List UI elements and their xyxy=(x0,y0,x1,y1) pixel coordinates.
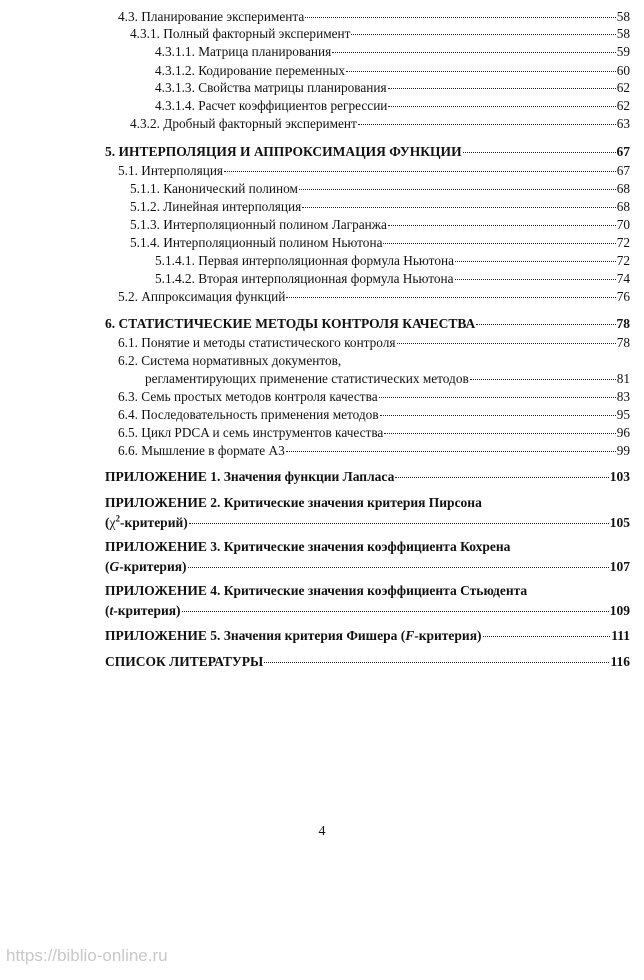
toc-page: 59 xyxy=(616,44,630,59)
watermark-url: https://biblio-online.ru xyxy=(6,946,168,965)
toc-page: 68 xyxy=(616,181,630,196)
toc-page: 105 xyxy=(609,515,630,530)
toc-title-continued: -критерия) xyxy=(414,628,482,643)
page-number: 4 xyxy=(318,824,326,839)
toc-entry-6-1[interactable] xyxy=(118,334,630,351)
toc-page: 107 xyxy=(609,559,630,574)
toc-entry-5-1-2[interactable] xyxy=(130,198,630,215)
dot-leader xyxy=(286,450,616,452)
superscript: 2 xyxy=(115,513,120,524)
toc-num: 6.5. xyxy=(118,425,138,440)
toc-entry-5-1-4-1[interactable] xyxy=(155,252,630,269)
toc-title: Полный факторный эксперимент xyxy=(163,26,351,41)
toc-title: ПРИЛОЖЕНИЕ 5. Значения критерия Фишера ( xyxy=(105,628,406,643)
toc-title: Мышление в формате А3 xyxy=(141,443,285,458)
toc-num: 5.1.3. xyxy=(130,217,160,232)
toc-entry-4-3-1-3[interactable] xyxy=(155,79,630,96)
dot-leader xyxy=(264,661,609,663)
toc-title: Матрица планирования xyxy=(198,44,332,59)
toc-entry-5-1[interactable] xyxy=(118,162,630,179)
toc-num: 5.1. xyxy=(118,163,138,178)
dot-leader xyxy=(182,610,609,612)
toc-page: 96 xyxy=(616,425,630,440)
toc-num: 5.1.1. xyxy=(130,181,160,196)
dot-leader xyxy=(384,432,615,434)
toc-title: Понятие и методы статистического контроля xyxy=(141,335,396,350)
toc-entry-4-3[interactable] xyxy=(118,8,630,25)
toc-num: 5.1.4.1. xyxy=(155,253,195,268)
toc-page: 76 xyxy=(616,289,630,304)
toc-page: 62 xyxy=(616,80,630,95)
toc-title: ПРИЛОЖЕНИЕ 2. Критические значения критерия Пирсона xyxy=(105,495,482,510)
toc-num: 4.3. xyxy=(118,9,138,24)
dot-leader xyxy=(388,105,615,107)
toc-entry-5-1-4-2[interactable] xyxy=(155,270,630,287)
toc-entry-5-1-3[interactable] xyxy=(130,216,630,233)
dot-leader xyxy=(286,296,615,298)
toc-title: 5. ИНТЕРПОЛЯЦИЯ И АППРОКСИМАЦИЯ ФУНКЦИИ xyxy=(105,144,462,159)
toc-references[interactable] xyxy=(105,653,630,670)
toc-title: СПИСОК ЛИТЕРАТУРЫ xyxy=(105,654,264,669)
g-symbol: G xyxy=(109,559,120,574)
toc-num: 4.3.1.3. xyxy=(155,80,195,95)
toc-page: 70 xyxy=(616,217,630,232)
toc-entry-5-1-4[interactable] xyxy=(130,234,630,251)
toc-page: 60 xyxy=(616,63,630,78)
toc-title: Кодирование переменных xyxy=(198,63,346,78)
dot-leader xyxy=(388,224,616,226)
dot-leader xyxy=(351,33,615,35)
toc-page: 81 xyxy=(616,371,630,386)
toc-title: Интерполяционный полином Лагранжа xyxy=(163,217,387,232)
dot-leader xyxy=(388,87,616,89)
toc-title: Цикл PDCA и семь инструментов качества xyxy=(141,425,384,440)
toc-num: 6.3. xyxy=(118,389,138,404)
toc-title: Первая интерполяционная формула Ньютона xyxy=(198,253,454,268)
toc-appendix-2[interactable] xyxy=(105,494,630,531)
toc-page: 68 xyxy=(616,199,630,214)
dot-leader xyxy=(299,188,616,190)
toc-num: 4.3.1.1. xyxy=(155,44,195,59)
dot-leader xyxy=(483,635,611,637)
toc-entry-4-3-1-1[interactable] xyxy=(155,43,630,60)
dot-leader xyxy=(395,476,608,478)
dot-leader xyxy=(224,170,616,172)
toc-entry-6-6[interactable] xyxy=(118,442,630,459)
toc-num: 6.1. xyxy=(118,335,138,350)
toc-title: Аппроксимация функций xyxy=(141,289,286,304)
dot-leader xyxy=(358,123,616,125)
toc-num: 6.2. xyxy=(118,353,138,368)
dot-leader xyxy=(380,414,616,416)
dot-leader xyxy=(305,16,615,18)
dot-leader xyxy=(455,278,616,280)
dot-leader xyxy=(383,242,615,244)
toc-num: 5.2. xyxy=(118,289,138,304)
toc-entry-4-3-2[interactable] xyxy=(130,115,630,132)
toc-title: Вторая интерполяционная формула Ньютона xyxy=(198,271,454,286)
paren-open: ( xyxy=(105,603,110,618)
t-symbol: t xyxy=(109,603,114,618)
toc-entry-4-3-1[interactable] xyxy=(130,25,630,42)
toc-title: Линейная интерполяция xyxy=(163,199,302,214)
toc-page: 99 xyxy=(616,443,630,458)
dot-leader xyxy=(470,378,616,380)
toc-title: 6. СТАТИСТИЧЕСКИЕ МЕТОДЫ КОНТРОЛЯ КАЧЕСТВА xyxy=(105,316,476,331)
dot-leader xyxy=(463,151,616,153)
toc-title: Расчет коэффициентов регрессии xyxy=(198,98,388,113)
dot-leader xyxy=(397,342,616,344)
toc-title: Дробный факторный эксперимент xyxy=(163,116,357,131)
toc-title: ПРИЛОЖЕНИЕ 4. Критические значения коэффициента Стьюдента xyxy=(105,583,528,598)
toc-num: 4.3.2. xyxy=(130,116,160,131)
toc-page: 116 xyxy=(610,654,630,669)
toc-entry-6-3[interactable] xyxy=(118,388,630,405)
toc-title: ПРИЛОЖЕНИЕ 3. Критические значения коэффициента Кохрена xyxy=(105,539,511,554)
toc-title: Свойства матрицы планирования xyxy=(198,80,387,95)
toc-num: 5.1.4. xyxy=(130,235,160,250)
toc-title-continued: -критерия) xyxy=(113,603,181,618)
toc-page: 67 xyxy=(616,144,630,159)
toc-appendix-4[interactable] xyxy=(105,582,630,619)
toc-page: 62 xyxy=(616,98,630,113)
toc-page: 72 xyxy=(616,235,630,250)
toc-page: 95 xyxy=(616,407,630,422)
toc-page: 111 xyxy=(611,628,630,643)
paren-open: ( xyxy=(105,515,110,530)
toc-appendix-1[interactable] xyxy=(105,468,630,485)
chi-symbol: χ xyxy=(109,515,116,530)
toc-appendix-3[interactable] xyxy=(105,538,630,575)
toc-entry-6-2-line2[interactable] xyxy=(145,370,630,387)
dot-leader xyxy=(455,260,616,262)
toc-page: 78 xyxy=(616,316,630,331)
toc-entry-6-2-line1[interactable] xyxy=(118,352,341,369)
toc-num: 4.3.1. xyxy=(130,26,160,41)
toc-chapter-6[interactable] xyxy=(105,314,630,333)
toc-title: Планирование эксперимента xyxy=(141,9,305,24)
toc-page: 103 xyxy=(609,469,630,484)
toc-entry-5-1-1[interactable] xyxy=(130,180,630,197)
toc-title: Интерполяционный полином Ньютона xyxy=(163,235,383,250)
toc-page: 67 xyxy=(616,163,630,178)
toc-num: 4.3.1.2. xyxy=(155,63,195,78)
toc-title-continued: -критерий) xyxy=(120,515,188,530)
toc-title-continued: регламентирующих применение статистических методов xyxy=(145,371,469,386)
dot-leader xyxy=(302,206,615,208)
toc-entry-6-5[interactable] xyxy=(118,424,630,441)
toc-title: Система нормативных документов, xyxy=(141,353,342,368)
toc-num: 6.6. xyxy=(118,443,138,458)
toc-page: 109 xyxy=(609,603,630,618)
toc-title: Канонический полином xyxy=(163,181,298,196)
toc-num: 5.1.4.2. xyxy=(155,271,195,286)
toc-title: Семь простых методов контроля качества xyxy=(141,389,378,404)
dot-leader xyxy=(189,522,609,524)
toc-num: 6.4. xyxy=(118,407,138,422)
dot-leader xyxy=(188,566,609,568)
toc-title: ПРИЛОЖЕНИЕ 1. Значения функции Лапласа xyxy=(105,469,395,484)
dot-leader xyxy=(346,70,616,72)
f-symbol: F xyxy=(405,628,415,643)
dot-leader xyxy=(379,396,616,398)
toc-page: 58 xyxy=(616,26,630,41)
toc-chapter-5[interactable] xyxy=(105,142,630,161)
toc-page: 74 xyxy=(616,271,630,286)
toc-entry-6-4[interactable] xyxy=(118,406,630,423)
toc-title: Интерполяция xyxy=(141,163,224,178)
dot-leader xyxy=(332,51,615,53)
toc-page: 83 xyxy=(616,389,630,404)
toc-page: 78 xyxy=(616,335,630,350)
toc-num: 5.1.2. xyxy=(130,199,160,214)
toc-page: 63 xyxy=(616,116,630,131)
toc-page: 58 xyxy=(616,9,630,24)
paren-open: ( xyxy=(105,559,110,574)
toc-entry-5-2[interactable] xyxy=(118,288,630,305)
toc-title: Последовательность применения методов xyxy=(141,407,379,422)
toc-page: 72 xyxy=(616,253,630,268)
toc-entry-4-3-1-4[interactable] xyxy=(155,97,630,114)
toc-title-continued: -критерия) xyxy=(119,559,187,574)
dot-leader xyxy=(476,323,615,325)
toc-num: 4.3.1.4. xyxy=(155,98,195,113)
toc-entry-4-3-1-2[interactable] xyxy=(155,62,630,79)
toc-appendix-5[interactable] xyxy=(105,627,630,644)
